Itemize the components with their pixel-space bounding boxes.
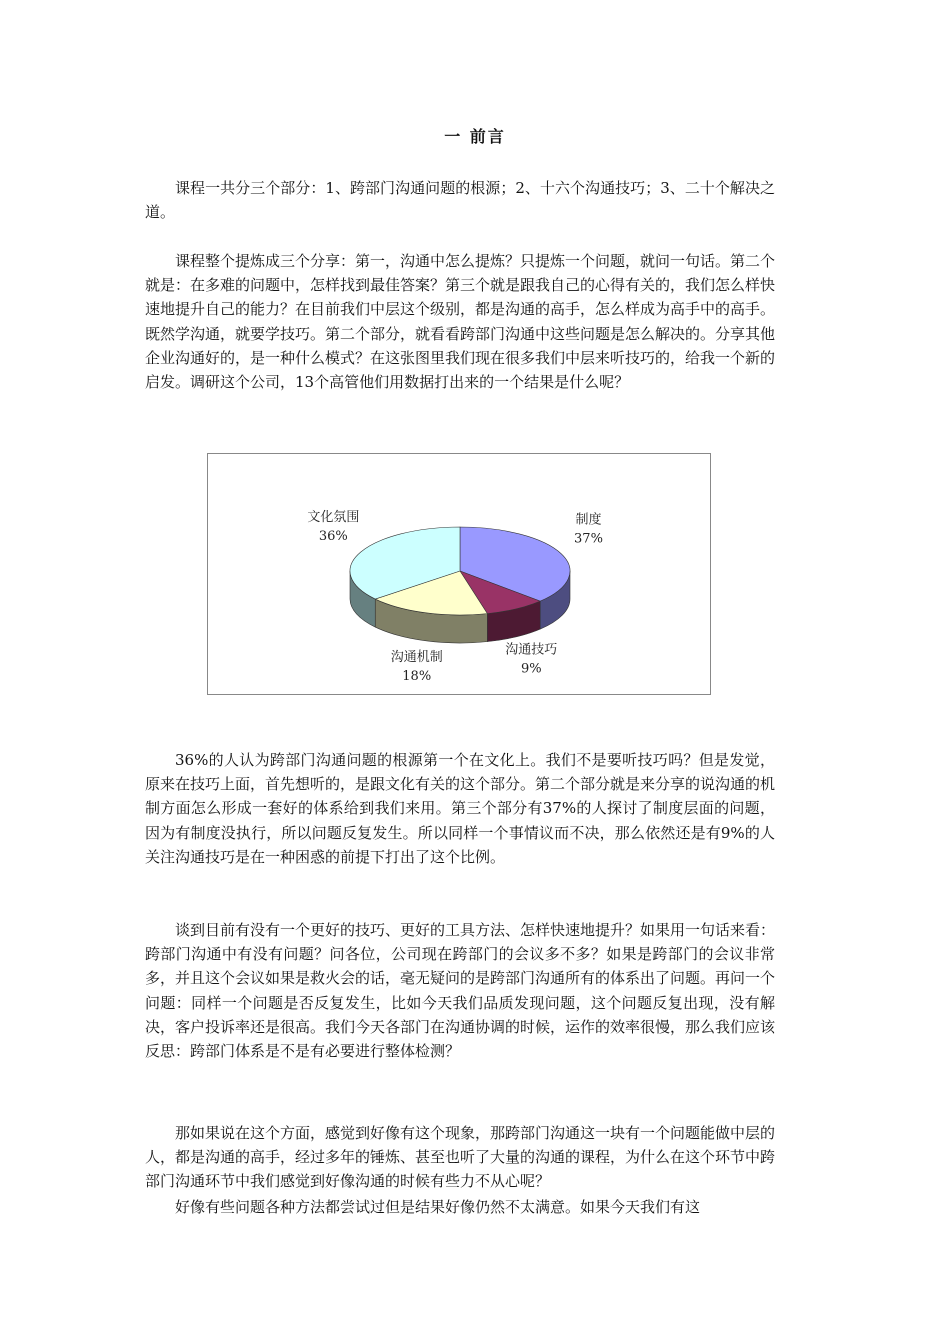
pie-chart bbox=[207, 453, 711, 695]
paragraph-3: 36%的人认为跨部门沟通问题的根源第一个在文化上。我们不是要听技巧吗？但是发觉，原来在技巧上面，首先想听的，是跟文化有关的这个部分。第二个部分就是来分享的说沟通的机制方面怎么形成一套好的体系给到我们来用。第三个部分有37%的人探讨了制度层面的问题，因为有制度没执行，所以问题反复发生。所以同样一个事情议而不决，那么依然还是有9%的人关注沟通技巧是在一种困惑的前提下打出了这个比例。 bbox=[145, 751, 776, 866]
pie-label-value-3: 36% bbox=[318, 529, 348, 545]
paragraph-5: 那如果说在这个方面，感觉到好像有这个现象，那跨部门沟通这一块有一个问题能做中层的人，都是沟通的高手，经过多年的锤炼、甚至也听了大量的沟通的课程，为什么在这个环节中跨部门沟通环节中我们感觉到好像沟通的时候有些力不从心呢？ bbox=[145, 1124, 776, 1191]
section-title: 一 前言 bbox=[444, 127, 506, 146]
paragraph-1: 课程一共分三个部分：1、跨部门沟通问题的根源；2、十六个沟通技巧；3、二十个解决之道。 bbox=[145, 179, 775, 222]
pie-label-value-2: 18% bbox=[402, 668, 432, 684]
paragraph-2: 课程整个提炼成三个分享：第一，沟通中怎么提炼？只提炼一个问题，就问一句话。第二个就是：在多难的问题中，怎样找到最佳答案？第三个就是跟我自己的心得有关的，我们怎么样快速地提升自己的能力？在目前我们中层这个级别，都是沟通的高手，怎么样成为高手中的高手。既然学沟通，就要学技巧。第二个部分，就看看跨部门沟通中这些问题是怎么解决的。分享其他企业沟通好的，是一种什么模式？在这张图里我们现在很多我们中层来听技巧的，给我一个新的启发。调研这个公司，13个高管他们用数据打出来的一个结果是什么呢？ bbox=[145, 252, 776, 392]
pie-label-category-1: 沟通技巧 bbox=[505, 642, 558, 658]
pie-label-category-0: 制度 bbox=[575, 512, 602, 528]
pie-label-value-1: 9% bbox=[520, 661, 542, 677]
pie-label-category-2: 沟通机制 bbox=[390, 649, 443, 665]
pie-label-value-0: 37% bbox=[574, 531, 603, 547]
pie-label-category-3: 文化氛围 bbox=[307, 510, 360, 526]
paragraph-4: 谈到目前有没有一个更好的技巧、更好的工具方法、怎样快速地提升？如果用一句话来看：跨部门沟通中有没有问题？问各位，公司现在跨部门的会议多不多？如果是跨部门的会议非常多，并且这个会议如果是救火会的话，毫无疑问的是跨部门沟通所有的体系出了问题。再问一个问题：同样一个问题是否反复发生，比如今天我们品质发现问题，这个问题反复出现，没有解决，客户投诉率还是很高。我们今天各部门在沟通协调的时候，运作的效率很慢，那么我们应该反思：跨部门体系是不是有必要进行整体检测？ bbox=[145, 921, 776, 1061]
paragraph-6: 好像有些问题各种方法都尝试过但是结果好像仍然不太满意。如果今天我们有这 bbox=[175, 1198, 701, 1216]
pie-chart-svg bbox=[208, 454, 712, 696]
